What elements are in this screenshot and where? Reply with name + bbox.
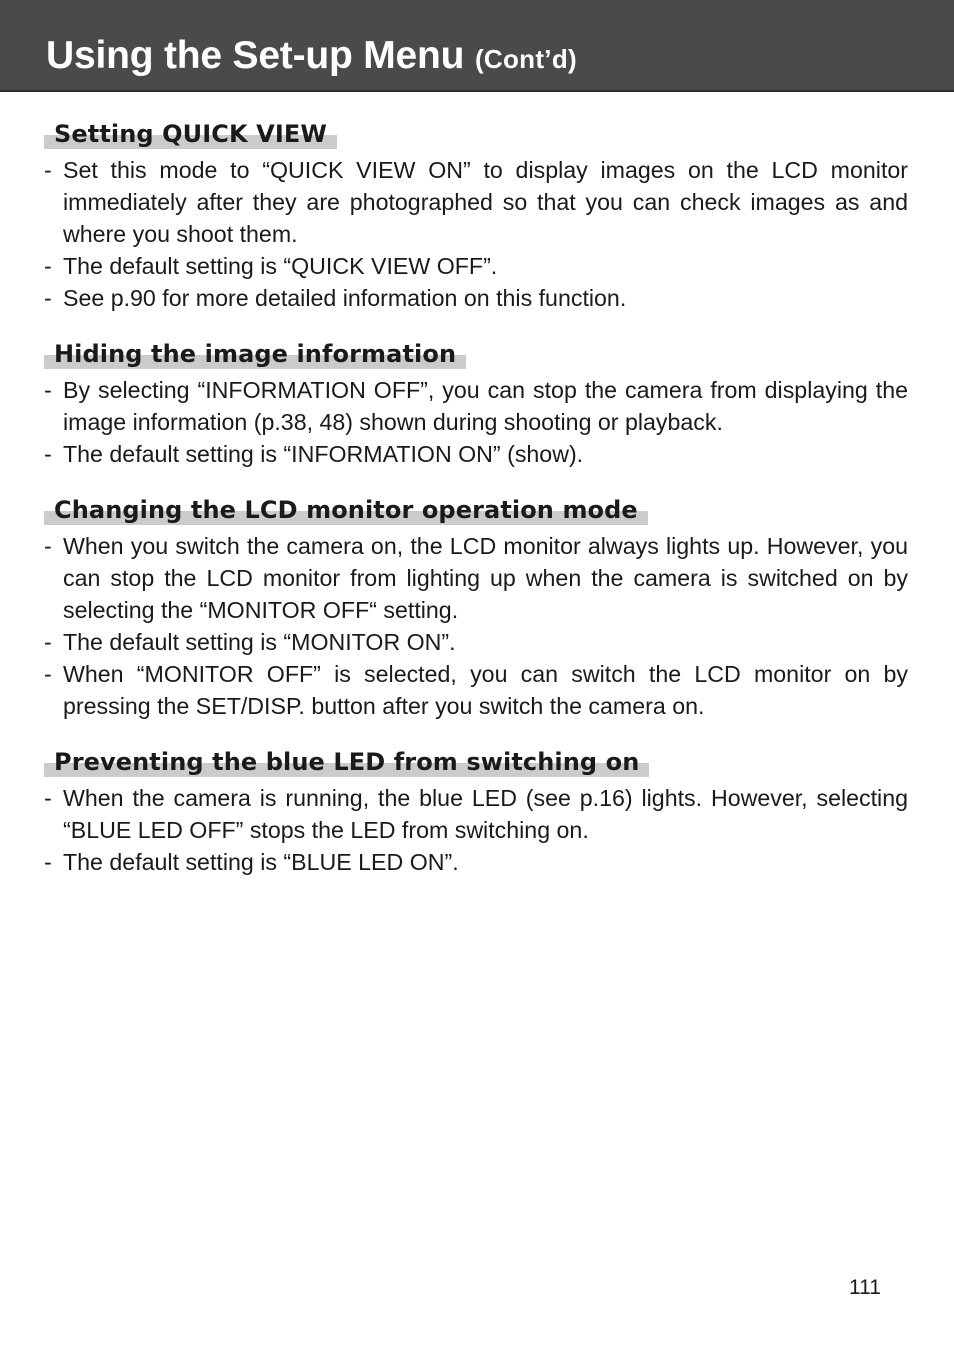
list-item-text: The default setting is “QUICK VIEW OFF”. [63, 253, 498, 279]
section-heading: Changing the LCD monitor operation mode [44, 492, 648, 528]
bullet-dash: - [44, 253, 52, 279]
bullet-dash: - [44, 533, 52, 559]
list-item-text: The default setting is “INFORMATION ON” (show). [63, 441, 584, 467]
list-item [44, 530, 908, 626]
section-heading: Preventing the blue LED from switching on [44, 744, 649, 780]
bullet-list [44, 530, 908, 722]
bullet-dash: - [44, 441, 52, 467]
bullet-dash: - [44, 629, 52, 655]
page-number: 111 [849, 1276, 881, 1299]
bullet-dash: - [44, 785, 52, 811]
section-quick-view [44, 116, 908, 314]
section-blue-led [44, 744, 908, 878]
bullet-dash: - [44, 157, 52, 183]
bullet-list [44, 782, 908, 878]
list-item [44, 282, 908, 314]
bullet-dash: - [44, 377, 52, 403]
list-item [44, 250, 908, 282]
list-item-text: Set this mode to “QUICK VIEW ON” to display images on the LCD monitor immediately after they are photographed so that you can check images as and where you shoot them. [63, 157, 908, 247]
section-heading: Setting QUICK VIEW [44, 116, 337, 152]
page-title [46, 32, 577, 83]
list-item [44, 154, 908, 250]
list-item-text: The default setting is “MONITOR ON”. [63, 629, 456, 655]
page-title-text: Using the Set-up Menu [46, 34, 465, 77]
header-bar [0, 0, 954, 92]
section-hide-info [44, 336, 908, 470]
list-item-text: See p.90 for more detailed information on this function. [63, 285, 627, 311]
list-item-text: When the camera is running, the blue LED (see p.16) lights. However, selecting “BLUE LED OFF” stops the LED from switching on. [63, 785, 908, 843]
bullet-list [44, 154, 908, 314]
list-item [44, 438, 908, 470]
bullet-dash: - [44, 285, 52, 311]
page-title-suffix: (Cont’d) [474, 44, 577, 74]
page-content [44, 116, 908, 900]
list-item-text: The default setting is “BLUE LED ON”. [63, 849, 459, 875]
list-item-text: When you switch the camera on, the LCD monitor always lights up. However, you can stop the LCD monitor from lighting up when the camera is switched on by selecting the “MONITOR OFF“ setting. [63, 533, 908, 623]
list-item [44, 626, 908, 658]
list-item [44, 782, 908, 846]
list-item-text: By selecting “INFORMATION OFF”, you can stop the camera from displaying the image information (p.38, 48) shown during shooting or playback. [63, 377, 908, 435]
list-item [44, 846, 908, 878]
list-item-text: When “MONITOR OFF” is selected, you can switch the LCD monitor on by pressing the SET/DISP. button after you switch the camera on. [63, 661, 908, 719]
section-lcd-mode [44, 492, 908, 722]
bullet-list [44, 374, 908, 470]
section-heading: Hiding the image information [44, 336, 466, 372]
bullet-dash: - [44, 849, 52, 875]
list-item [44, 374, 908, 438]
bullet-dash: - [44, 661, 52, 687]
list-item [44, 658, 908, 722]
